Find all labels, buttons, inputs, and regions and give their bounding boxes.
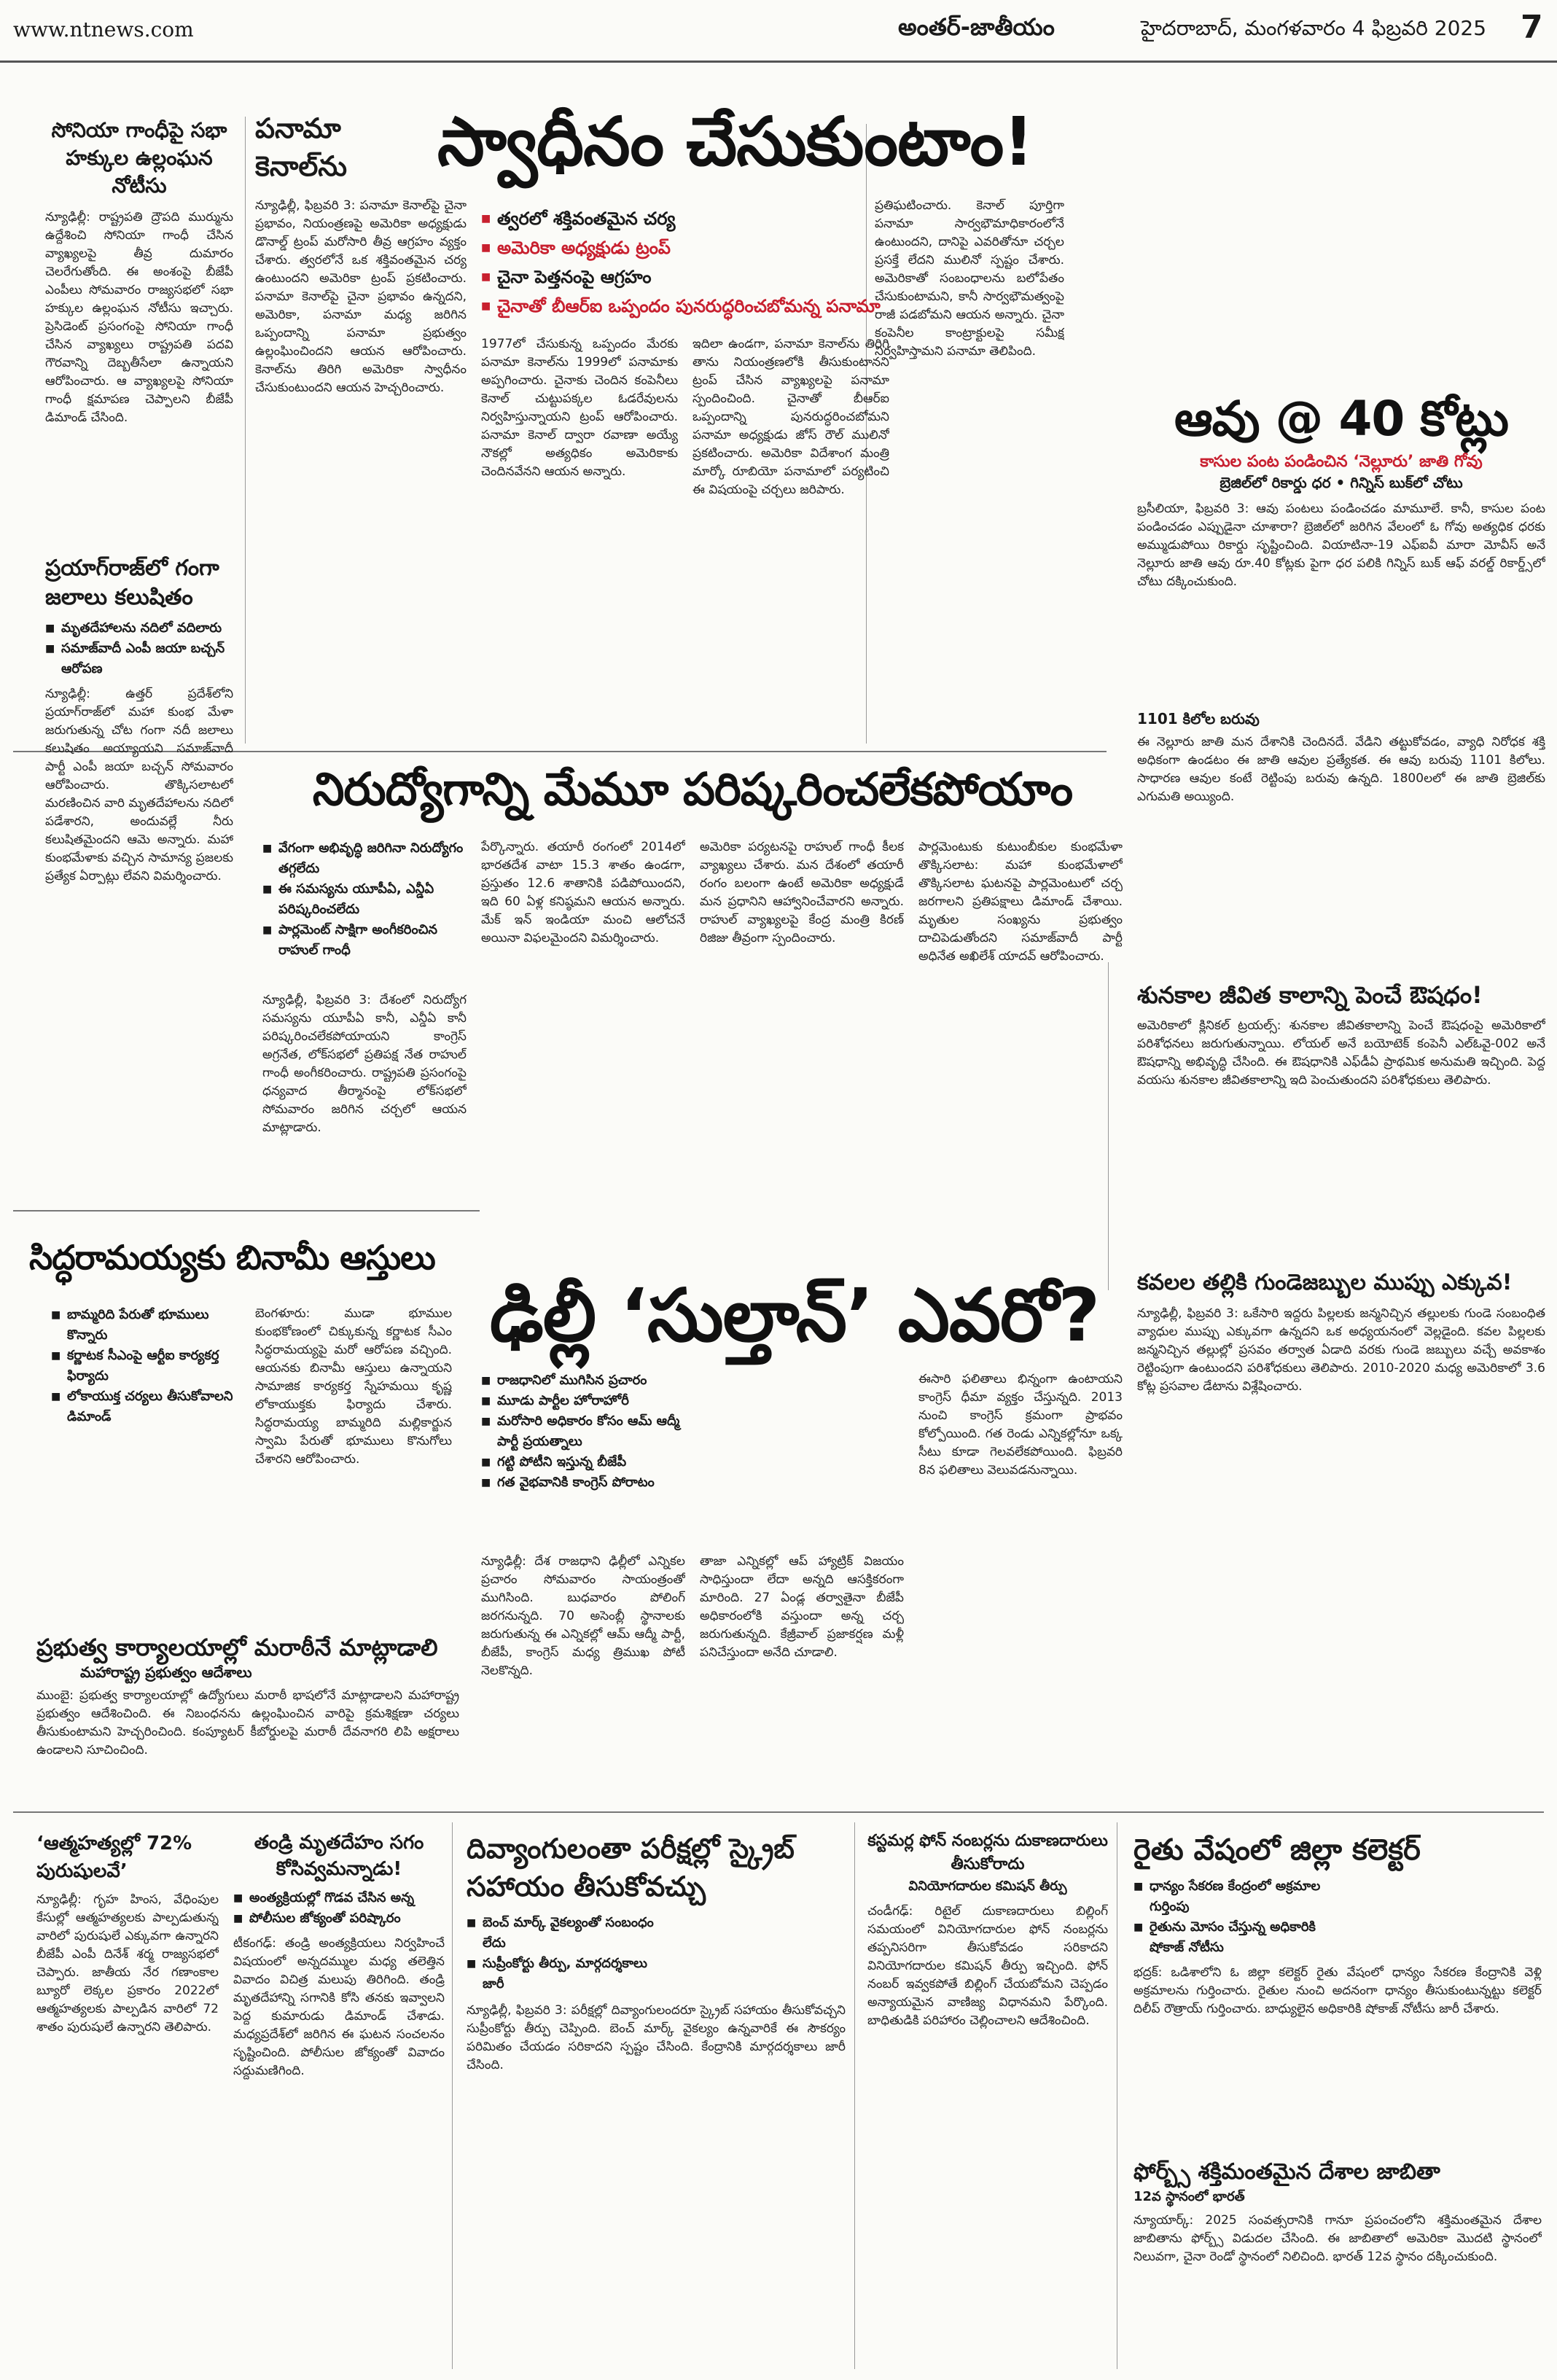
headline: స్వాధీనం చేసుకుంటాం! <box>437 103 1034 181</box>
article-body: న్యూఢిల్లీ, ఫిబ్రవరి 3: ఒకేసారి ఇద్దరు పిల్లలకు జన్మనిచ్చిన తల్లులకు గుండె సంబంధిత వ్యాధుల ముప్పు ఎక్కువగా ఉన్నదని ఒక అధ్యయనంలో వెల్లడైంది. కవల పిల్లలకు జన్మనిచ్చిన తల్లుల్లో ప్రసవం తర్వాత ఏడాది వరకు గుండె జబ్బులు వచ్చే అవకాశం రెట్టింపుగా ఉంటుందని పరిశోధకులు తెలిపారు. 2010-2020 మధ్య అమెరికాలో 3.6 కోట్ల ప్రసవాల డేటాను విశ్లేషించారు. <box>1137 1306 1545 1394</box>
bullet: ■ త్వరలో శక్తివంతమైన చర్య <box>481 204 889 233</box>
article-father <box>233 1830 445 2314</box>
bullet: ■ ఈ సమస్యను యూపీఏ, ఎన్డీఏ పరిష్కరించలేదు <box>262 879 467 920</box>
bullet: ■ గట్టి పోటీని ఇస్తున్న బీజేపీ <box>481 1452 685 1472</box>
headline: ఆవు @ 40 కోట్లు <box>1174 391 1508 447</box>
page-number: 7 <box>1521 9 1543 46</box>
bullet: ■ రాజధానిలో ముగిసిన ప్రచారం <box>481 1370 685 1391</box>
subheadline: వినియోగదారుల కమిషన్ తీర్పు <box>908 1878 1067 1894</box>
bullet: ■ మూడు పార్టీల హోరాహోరీ <box>481 1391 685 1411</box>
article-suicide <box>36 1830 219 2285</box>
bullet: ■ చైనాతో బీఆర్ఐ ఒప్పందం పునరుద్ధరించబోమన్న పనామా <box>481 292 889 321</box>
kicker: కాసుల పంట పండించిన ‘నెల్లూరు’ జాతి గోవు <box>1200 453 1483 471</box>
article-body: న్యూఢిల్లీ, ఫిబ్రవరి 3: పరీక్షల్లో దివ్యాంగులందరూ స్క్రైబ్ సహాయం తీసుకోవచ్చని సుప్రీంకోర్టు తీర్పు చెప్పింది. బెంచ్ మార్క్ వైకల్యం ఉన్నవారికే ఈ సౌకర్యం పరిమితం చేయడం సరికాదని స్పష్టం చేసింది. కేంద్రానికి మార్గదర్శకాలు జారీ చేసింది. <box>467 2003 846 2072</box>
headline: ప్రభుత్వ కార్యాలయాల్లో మరాఠీనే మాట్లాడాలి <box>36 1634 438 1661</box>
bullet: ■ అమెరికా అధ్యక్షుడు ట్రంప్ <box>481 233 889 262</box>
article-body: న్యూఢిల్లీ: ఉత్తర్ ప్రదేశ్‌లోని ప్రయాగ్‌రాజ్‌లో మహా కుంభ మేళా జరుగుతున్న చోట గంగా నదీ జలాలు కలుషితం అయ్యాయని సమాజ్‌వాదీ పార్టీ ఎంపీ జయా బచ్చన్ సోమవారం ఆరోపించారు. తొక్కిసలాటలో మరణించిన వారి మృతదేహాలను నదిలో పడేశారని, అందువల్లే నీరు కలుషితమైందని ఆమె అన్నారు. మహా కుంభమేళాకు వచ్చిన సామాన్య ప్రజలకు ప్రత్యేక ఏర్పాట్లు లేవని విమర్శించారు. <box>45 687 233 883</box>
bullet: ■ వేగంగా అభివృద్ధి జరిగినా నిరుద్యోగం తగ్గలేదు <box>262 838 467 879</box>
column-2: తాజా ఎన్నికల్లో ఆప్ హ్యాట్రిక్ విజయం సాధిస్తుందా లేదా అన్నది ఆసక్తికరంగా మారింది. 27 ఏండ్ల తర్వాతైనా బీజేపీ అధికారంలోకి వస్తుందా అన్న చర్చ జరుగుతున్నది. కేజ్రీవాల్ ప్రజాకర్షణ మళ్లీ పనిచేస్తుందా అనేది చూడాలి. <box>700 1554 904 1660</box>
article-body: ముంబై: ప్రభుత్వ కార్యాలయాల్లో ఉద్యోగులు మరాఠీ భాషలోనే మాట్లాడాలని మహారాష్ట్ర ప్రభుత్వం ఆదేశించింది. ఈ నిబంధనను ఉల్లంఘించిన వారిపై క్రమశిక్షణా చర్యలు తీసుకుంటామని హెచ్చరించింది. కంప్యూటర్ కీబోర్డులపై మరాఠీ దేవనాగరి లిపి అక్షరాలు ఉండాలని సూచించింది. <box>36 1688 459 1757</box>
headline: సిద్ధరామయ్యకు బినామీ ఆస్తులు <box>29 1238 435 1277</box>
bullet: ■ మృతదేహాలను నదిలో వదిలారు <box>45 618 233 639</box>
headline: కవలల తల్లికి గుండెజబ్బుల ముప్పు ఎక్కువ! <box>1137 1270 1513 1295</box>
article-body: బ్రసీలియా, ఫిబ్రవరి 3: ఆవు పంటలు పండించడం మామూలే. కానీ, కాసుల పంట పండించడం ఎప్పుడైనా చూశారా? బ్రెజిల్‌లో జరిగిన వేలంలో ఓ గోవు అత్యధిక ధరకు అమ్ముడుపోయి రికార్డు సృష్టించింది. వియాటినా-19 ఎఫ్‌ఐవీ మారా మోవీస్ అనే నెల్లూరు జాతి ఆవు రూ.40 కోట్లకు పైగా ధర పలికి గిన్నిస్ బుక్ ఆఫ్ వరల్డ్ రికార్డ్స్‌లో చోటు దక్కించుకుంది. <box>1137 502 1545 589</box>
headline: ప్రయాగ్‌రాజ్‌లో గంగా జలాలు కలుషితం <box>45 555 219 610</box>
headline: శునకాల జీవిత కాలాన్ని పెంచే ఔషధం! <box>1137 981 1483 1009</box>
article-forbes <box>1133 2158 1542 2343</box>
column-2: 1977లో చేసుకున్న ఒప్పందం మేరకు పనామా కెనాల్‌ను 1999లో పనామాకు అప్పగించారు. చైనాకు చెందిన కంపెనీలు కెనాల్ చుట్టుపక్కల ఓడరేవులను నిర్వహిస్తున్నాయని ట్రంప్ ఆరోపించారు. పనామా కెనాల్ ద్వారా రవాణా అయ్యే నౌకల్లో అత్యధికం అమెరికాకు చెందినవేనని ఆయన అన్నారు. <box>481 337 678 479</box>
column-2: పేర్కొన్నారు. తయారీ రంగంలో 2014లో భారతదేశ వాటా 15.3 శాతం ఉండగా, ప్రస్తుతం 12.6 శాతానికి పడిపోయిందని, ఇది 60 ఏళ్ల కనిష్ఠమని ఆయన అన్నారు. మేక్ ఇన్ ఇండియా మంచి ఆలోచనే అయినా విఫలమైందని విమర్శించారు. <box>481 840 685 945</box>
headline: రైతు వేషంలో జిల్లా కలెక్టర్ <box>1133 1833 1421 1867</box>
article-body: భద్రక్: ఒడిశాలోని ఓ జిల్లా కలెక్టర్ రైతు వేషంలో ధాన్యం సేకరణ కేంద్రానికి వెళ్లి అక్రమాలను గుర్తించారు. రైతుల నుంచి అదనంగా ధాన్యం తీసుకుంటున్నట్టు కలెక్టర్ దిలీప్ రౌత్రాయ్ గుర్తించారు. బాధ్యులైన అధికారికి షోకాజ్ నోటీసు జారీ చేశారు. <box>1133 1965 1542 2016</box>
subheadline: మహారాష్ట్ర ప్రభుత్వం ఆదేశాలు <box>80 1663 252 1681</box>
subheadline: బ్రెజిల్‌లో రికార్డు ధర • గిన్నిస్ బుక్‌లో చోటు <box>1220 474 1463 491</box>
bullet: ■ మరోసారి అధికారం కోసం ఆమ్ ఆద్మీ పార్టీ ప్రయత్నాలు <box>481 1411 685 1452</box>
bullet: ■ పార్లమెంట్ సాక్షిగా అంగీకరించిన రాహుల్ గాంధీ <box>262 920 467 961</box>
issue-date: హైదరాబాద్, మంగళవారం 4 ఫిబ్రవరి 2025 <box>1141 16 1487 40</box>
column-1: న్యూఢిల్లీ: దేశ రాజధాని ఢిల్లీలో ఎన్నికల ప్రచారం సోమవారం సాయంత్రంతో ముగిసింది. బుధవారం పోలింగ్ జరగనున్నది. 70 అసెంబ్లీ స్థానాలకు జరుగుతున్న ఈ ఎన్నికల్లో ఆమ్ ఆద్మీ పార్టీ, బీజేపీ, కాంగ్రెస్ మధ్య త్రిముఖ పోటీ నెలకొన్నది. <box>481 1554 685 1678</box>
section-name: అంతర్-జాతీయం <box>898 13 1055 41</box>
article-cow <box>1137 386 1545 865</box>
column-4: ప్రతిఘటించారు. కెనాల్ పూర్తిగా పనామా సార్వభౌమాధికారంలోనే ఉంటుందని, దానిపై ఎవరితోనూ చర్చల ప్రసక్తే లేదని ములినో స్పష్టం చేశారు. అమెరికాతో సంబంధాలను బలోపేతం చేసుకుంటామని, కానీ సార్వభౌమత్వంపై రాజీ పడబోమని ఆయన అన్నారు. చైనా కంపెనీల కాంట్రాక్టులపై సమీక్ష నిర్వహిస్తామని పనామా తెలిపింది. <box>875 198 1064 359</box>
column-4: పార్లమెంటుకు కుటుంబీకుల కుంభమేళా తొక్కిసలాట: మహా కుంభమేళాలో తొక్కిసలాట ఘటనపై పార్లమెంటులో చర్చ జరగాలని ప్రతిపక్షాలు డిమాండ్ చేశాయి. మృతుల సంఖ్యను ప్రభుత్వం దాచిపెడుతోందని సమాజ్‌వాదీ పార్టీ అధినేత అఖిలేశ్ యాదవ్ ఆరోపించారు. <box>918 840 1123 964</box>
article-delhi <box>467 1268 1123 1678</box>
article-body: చండీగఢ్: రిటైల్ దుకాణదారులు బిల్లింగ్ సమయంలో వినియోగదారుల ఫోన్ నంబర్లను తప్పనిసరిగా తీసుకోవడం సరికాదని వినియోగదారుల కమిషన్ తీర్పు ఇచ్చింది. ఫోన్ నంబర్ ఇవ్వకపోతే బిల్లింగ్ చేయబోమని చెప్పడం అన్యాయమైన వాణిజ్య విధానమని పేర్కొంది. బాధితుడికి పరిహారం చెల్లించాలని ఆదేశించింది. <box>867 1904 1108 2028</box>
column-1: న్యూఢిల్లీ, ఫిబ్రవరి 3: దేశంలో నిరుద్యోగ సమస్యను యూపీఏ కానీ, ఎన్డీఏ కానీ పరిష్కరించలేకపోయాయని కాంగ్రెస్ అగ్రనేత, లోక్‌సభలో ప్రతిపక్ష నేత రాహుల్ గాంధీ అంగీకరించారు. రాష్ట్రపతి ప్రసంగంపై ధన్యవాద తీర్మానంపై లోక్‌సభలో సోమవారం జరిగిన చర్చలో ఆయన మాట్లాడారు. <box>262 993 467 1135</box>
bullet: ■ కర్ణాటక సీఎంపై ఆర్టీఐ కార్యకర్త ఫిర్యాదు <box>51 1346 248 1386</box>
bullet: ■ సమాజ్‌వాదీ ఎంపీ జయా బచ్చన్ ఆరోపణ <box>45 639 233 679</box>
headline: ‘ఆత్మహత్యల్లో 72% పురుషులవే’ <box>36 1833 192 1882</box>
article-phones <box>867 1830 1108 2311</box>
article-unemployment <box>255 758 1130 1135</box>
masthead <box>0 0 1557 63</box>
site-url[interactable]: www.ntnews.com <box>13 17 194 42</box>
bullet: ■ ధాన్యం సేకరణ కేంద్రంలో అక్రమాల గుర్తింపు <box>1133 1876 1330 1917</box>
headline: నిరుద్యోగాన్ని మేమూ పరిష్కరించలేకపోయాం <box>312 762 1073 816</box>
column-3: అమెరికా పర్యటనపై రాహుల్ గాంధీ కీలక వ్యాఖ్యలు చేశారు. మన దేశంలో తయారీ రంగం బలంగా ఉంటే అమెరికా అధ్యక్షుడే మన ప్రధానిని ఆహ్వానించేవారని అన్నారు. రాహుల్ వ్యాఖ్యలపై కేంద్ర మంత్రి కిరణ్ రిజిజు తీవ్రంగా స్పందించారు. <box>700 840 904 945</box>
article-body-2: ఈ నెల్లూరు జాతి మన దేశానికి చెందినదే. వేడిని తట్టుకోవడం, వ్యాధి నిరోధక శక్తి అధికంగా ఉండటం ఈ జాతి ఆవుల ప్రత్యేకత. ఈ ఆవు బరువు 1101 కిలోలు. సాధారణ ఆవుల కంటే రెట్టింపు బరువు ఉన్నది. 1800లలో ఈ జాతి బ్రెజిల్‌కు ఎగుమతి అయ్యింది. <box>1137 735 1545 804</box>
bullet: ■ గత వైభవానికి కాంగ్రెస్ పోరాటం <box>481 1472 685 1493</box>
bullet: ■ అంత్యక్రియల్లో గొడవ చేసిన అన్న <box>233 1888 445 1908</box>
article-maharashtra <box>36 1633 459 1803</box>
bullet: ■ చైనా పెత్తనంపై ఆగ్రహం <box>481 262 889 292</box>
column-3: ఈసారి ఫలితాలు భిన్నంగా ఉంటాయని కాంగ్రెస్ ధీమా వ్యక్తం చేస్తున్నది. 2013 నుంచి కాంగ్రెస్ క్రమంగా ప్రాభవం కోల్పోయింది. గత రెండు ఎన్నికల్లోనూ ఒక్క సీటు కూడా గెలవలేకపోయింది. ఫిబ్రవరి 8న ఫలితాలు వెలువడనున్నాయి. <box>918 1372 1123 1478</box>
column-1: న్యూఢిల్లీ, ఫిబ్రవరి 3: పనామా కెనాల్‌పై చైనా ప్రభావం, నియంత్రణపై అమెరికా అధ్యక్షుడు డొనాల్డ్ ట్రంప్ మరోసారి తీవ్ర ఆగ్రహం వ్యక్తం చేశారు. త్వరలోనే ఒక శక్తివంతమైన చర్య ఉంటుందని అమెరికా ట్రంప్ ప్రకటించారు. పనామా కెనాల్‌పై చైనా ప్రభావం ఉన్నదని, అమెరికా, పనామా మధ్య జరిగిన ఒప్పందాన్ని పనామా ప్రభుత్వం ఉల్లంఘించిందని ఆయన ఆరోపించారు. కెనాల్‌ను తిరిగి అమెరికా స్వాధీనం చేసుకుంటుందని ఆయన హెచ్చరించారు. <box>255 198 467 395</box>
headline: సోనియా గాంధీపై సభా హక్కుల ఉల్లంఘన నోటీసు <box>51 118 227 198</box>
bullet: ■ సుప్రీంకోర్టు తీర్పు, మార్గదర్శకాలు జారీ <box>467 1954 656 1994</box>
article-sonia <box>45 117 233 588</box>
bullet: ■ బామ్మరిది పేరుతో భూములు కొన్నారు <box>51 1305 248 1346</box>
headline: కస్టమర్ల ఫోన్ నంబర్లను దుకాణదారులు తీసుకోరాదు <box>867 1832 1108 1873</box>
headline: దివ్యాంగులంతా పరీక్షల్లో స్క్రైబ్ సహాయం తీసుకోవచ్చు <box>467 1833 795 1903</box>
headline: ఫోర్బ్స్ శక్తిమంతమైన దేశాల జాబితా <box>1133 2159 1440 2185</box>
article-divyang <box>467 1830 846 2322</box>
article-siddaramaiah <box>29 1232 452 1467</box>
column-3: ఇదిలా ఉండగా, పనామా కెనాల్‌ను తిరిగి తాను నియంత్రణలోకి తీసుకుంటానని ట్రంప్ చేసిన వ్యాఖ్యలపై పనామా స్పందించింది. చైనాతో బీఆర్ఐ ఒప్పందాన్ని పునరుద్ధరించబోమని పనామా అధ్యక్షుడు జోస్ రౌల్ ములినో ప్రకటించారు. అమెరికా విదేశాంగ మంత్రి మార్కో రూబియో పనామాలో పర్యటించి ఈ విషయంపై చర్చలు జరిపారు. <box>692 337 889 497</box>
bullet: ■ బెంచ్ మార్క్ వైకల్యంతో సంబంధం లేదు <box>467 1913 656 1954</box>
article-body: టీకంగఢ్: తండ్రి అంత్యక్రియలు నిర్వహించే విషయంలో అన్నదమ్ముల మధ్య తలెత్తిన వివాదం విచిత్ర మలుపు తిరిగింది. తండ్రి మృతదేహాన్ని సగానికి కోసి తనకు ఇవ్వాలని పెద్ద కుమారుడు డిమాండ్ చేశాడు. మధ్యప్రదేశ్‌లో జరిగిన ఈ ఘటన సంచలనం సృష్టించింది. పోలీసుల జోక్యంతో వివాదం సద్దుమణిగింది. <box>233 1936 445 2078</box>
article-body: బెంగళూరు: ముడా భూముల కుంభకోణంలో చిక్కుకున్న కర్ణాటక సీఎం సిద్ధరామయ్యపై మరో ఆరోపణ వచ్చింది. ఆయనకు బినామీ ఆస్తులు ఉన్నాయని సామాజిక కార్యకర్త స్నేహమయి కృష్ణ లోకాయుక్తకు ఫిర్యాదు చేశారు. సిద్ధరామయ్య బామ్మరిది మల్లికార్జున స్వామి పేరుతో భూములు కొనుగోలు చేశారని ఆరోపించారు. <box>255 1306 452 1467</box>
article-body: న్యూయార్క్: 2025 సంవత్సరానికి గానూ ప్రపంచంలోని శక్తిమంతమైన దేశాల జాబితాను ఫోర్బ్స్ విడుదల చేసింది. ఈ జాబితాలో అమెరికా మొదటి స్థానంలో నిలువగా, చైనా రెండో స్థానంలో నిలిచింది. భారత్ 12వ స్థానం దక్కించుకుంది. <box>1133 2213 1542 2264</box>
article-body: న్యూఢిల్లీ: రాష్ట్రపతి ద్రౌపది ముర్మును ఉద్దేశించి సోనియా గాంధీ చేసిన వ్యాఖ్యలపై తీవ్ర దుమారం చెలరేగుతోంది. ఈ అంశంపై బీజేపీ ఎంపీలు సోమవారం రాజ్యసభలో సభా హక్కుల ఉల్లంఘన నోటీసు ఇచ్చారు. ప్రెసిడెంట్ ప్రసంగంపై సోనియా గాంధీ చేసిన వ్యాఖ్యలు రాష్ట్రపతి పదవి గౌరవాన్ని దెబ్బతీసేలా ఉన్నాయని ఆరోపించారు. ఆ వ్యాఖ్యలపై సోనియా గాంధీ క్షమాపణ చెప్పాలని బీజేపీ డిమాండ్ చేసింది. <box>45 210 233 425</box>
kicker: పనామా కెనాల్‌ను <box>255 112 348 182</box>
article-twins <box>1137 1268 1545 1523</box>
article-body: అమెరికాలో క్లినికల్ ట్రయల్స్: శునకాల జీవితకాలాన్ని పెంచే ఔషధంపై అమెరికాలో పరిశోధనలు జరుగుతున్నాయి. లోయల్ అనే బయోటెక్ కంపెనీ ఎల్‌ఓవై-002 అనే ఔషధాన్ని అభివృద్ధి చేసింది. ఈ ఔషధానికి ఎఫ్‌డీఏ ప్రాథమిక అనుమతి ఇచ్చింది. పెద్ద వయసు శునకాల జీవితకాలాన్ని ఇది పెంచుతుందని పరిశోధకులు తెలిపారు. <box>1137 1018 1545 1088</box>
bullet: ■ రైతును మోసం చేస్తున్న అధికారికి షోకాజ్ నోటీసు <box>1133 1917 1330 1958</box>
article-dogs <box>1137 980 1545 1185</box>
headline: తండ్రి మృతదేహం సగం కోసివ్వమన్నాడు! <box>254 1832 424 1880</box>
headline: ఢిల్లీ ‘సుల్తాన్’ ఎవరో? <box>489 1273 1100 1358</box>
subhead: 1101 కిలోల బరువు <box>1137 710 1260 727</box>
bullet: ■ పోలీసుల జోక్యంతో పరిష్కారం <box>233 1908 445 1929</box>
subheadline: 12వ స్థానంలో భారత్ <box>1133 2189 1245 2204</box>
article-collector <box>1133 1830 1542 2124</box>
article-body: న్యూఢిల్లీ: గృహ హింస, వేధింపుల కేసుల్లో ఆత్మహత్యలకు పాల్పడుతున్న వారిలో పురుషులే ఎక్కువగా ఉన్నారని బీజేపీ ఎంపీ దినేశ్ శర్మ రాజ్యసభలో చెప్పారు. జాతీయ నేర గణాంకాల బ్యూరో లెక్కల ప్రకారం 2022లో ఆత్మహత్యలకు పాల్పడిన వారిలో 72 శాతం పురుషులే ఉన్నారని తెలిపారు. <box>36 1892 219 2034</box>
bullet: ■ లోకాయుక్త చర్యలు తీసుకోవాలని డిమాండ్ <box>51 1386 248 1427</box>
